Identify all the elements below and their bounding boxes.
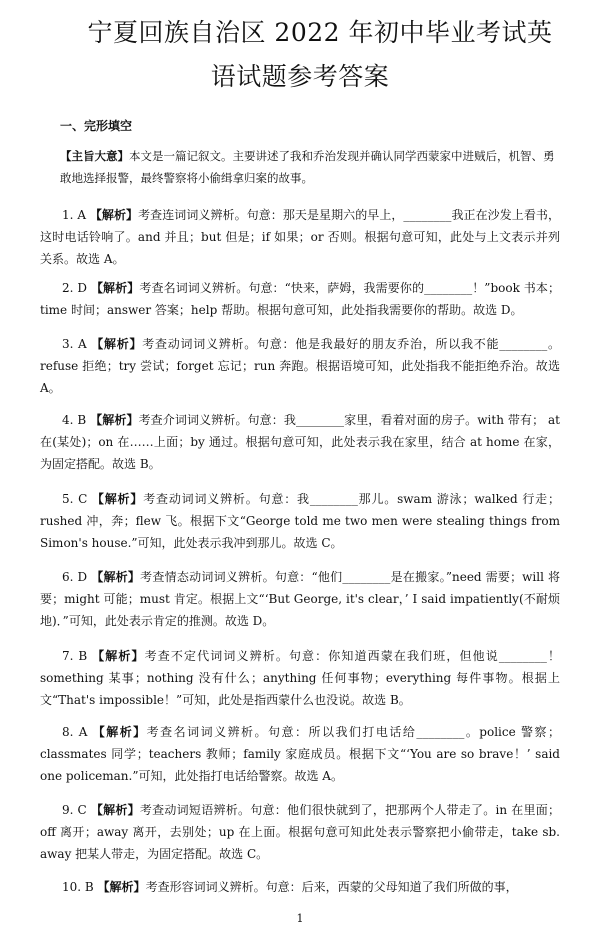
jiexi-label: 【解析】 — [89, 208, 139, 222]
jiexi-label: 【解析】 — [91, 337, 143, 351]
question-item — [40, 409, 560, 475]
question-number: 4. B — [62, 413, 87, 427]
question-number: 10. B — [62, 880, 94, 894]
question-number: 8. A — [62, 725, 88, 739]
question-text: 考查名词词义辨析。句意：“快来，萨姆，我需要你的________！”book 书本；time 时间；answer 答案；help 帮助。根据句意可知，此处指我需要你的帮助。故选 D。 — [40, 281, 560, 317]
jiexi-label: 【解析】 — [91, 570, 141, 584]
question-item — [40, 488, 560, 554]
document-title-line1: 宁夏回族自治区 2022 年初中毕业考试英 — [87, 18, 553, 47]
jiexi-label: 【解析】 — [97, 880, 146, 894]
section-heading: 一、完形填空 — [60, 119, 133, 133]
question-text: 考查名词词义辨析。句意：所以我们打电话给________。police 警察；classmates 同学；teachers 教师；family 家庭成员。根据下文“‘You are so brave！’ said one policeman.”可知，此处指打电话给警察。故选 A。 — [40, 725, 560, 783]
question-text: 考查连词词义辨析。句意：那天是星期六的早上，________我正在沙发上看书，这时电话铃响了。and 并且；but 但是；if 如果；or 否则。根据句意可知，此处与上文表示并列关系。故选 A。 — [40, 208, 560, 266]
question-text: 考查介词词义辨析。句意：我________家里，看着对面的房子。with 带有； at 在(某处)；on 在……上面；by 通过。根据句意可知，此处表示我在家里，结合 at home 在家，为固定搭配。故选 B。 — [40, 413, 560, 471]
question-number: 6. D — [62, 570, 88, 584]
question-text: 考查动词词义辨析。句意：他是我最好的朋友乔治，所以我不能________。refuse 拒绝；try 尝试；forget 忘记；run 奔跑。根据语境可知，此处指我不能拒绝乔治。故选 A。 — [40, 337, 560, 395]
question-text: 考查情态动词词义辨析。句意：“他们________是在搬家。”need 需要；will 将要；might 可能；must 肯定。根据上文“‘But George, it's clear，’ I said impatiently(不耐烦地)．”可知，此处表示肯定的推测。故选 D。 — [40, 570, 560, 628]
question-text: 考查动词短语辨析。句意：他们很快就到了，把那两个人带走了。in 在里面；off 离开；away 离开，去别处；up 在上面。根据句意可知此处表示警察把小偷带走，take sb. away 把某人带走，为固定搭配。故选 C。 — [40, 803, 560, 861]
question-number: 9. C — [62, 803, 87, 817]
jiexi-label: 【解析】 — [90, 281, 140, 295]
summary-paragraph — [60, 145, 558, 189]
question-item — [40, 333, 560, 399]
question-item — [40, 799, 560, 865]
page-number: 1 — [296, 912, 304, 925]
question-text: 考查不定代词词义辨析。句意：你知道西蒙在我们班，但他说________！something 某事；nothing 没有什么；anything 任何事物；everything 每件事物。根据上文“That's impossible！”可知，此处是指西蒙什么也没说。故选 B。 — [40, 649, 560, 707]
question-number: 2. D — [62, 281, 87, 295]
jiexi-label: 【解析】 — [91, 492, 144, 506]
summary-text: 本文是一篇记叙文。主要讲述了我和乔治发现并确认同学西蒙家中进贼后，机智、勇敢地选择报警，最终警察将小偷缉拿归案的故事。 — [60, 149, 555, 185]
summary-label: 【主旨大意】 — [60, 149, 129, 163]
question-number: 5. C — [62, 492, 88, 506]
jiexi-label: 【解析】 — [90, 803, 140, 817]
question-item — [40, 277, 560, 321]
question-number: 1. A — [62, 208, 86, 222]
question-item — [40, 645, 560, 711]
question-number: 3. A — [62, 337, 87, 351]
question-text: 考查动词词义辨析。句意：我________那儿。swam 游泳；walked 行走；rushed 冲，奔；flew 飞。根据下文“George told me two men were stealing things from Simon's house.”可知，此处表示我冲到那儿。故选 C。 — [40, 492, 560, 550]
jiexi-label: 【解析】 — [90, 413, 139, 427]
question-item — [40, 566, 560, 632]
question-text: 考查形容词词义辨析。句意：后来，西蒙的父母知道了我们所做的事， — [145, 880, 518, 894]
jiexi-label: 【解析】 — [92, 649, 145, 663]
question-item — [40, 876, 560, 898]
question-item — [40, 204, 560, 270]
question-number: 7. B — [62, 649, 88, 663]
document-title-line2: 语试题参考答案 — [210, 62, 390, 91]
question-item — [40, 721, 560, 787]
jiexi-label: 【解析】 — [92, 725, 147, 739]
